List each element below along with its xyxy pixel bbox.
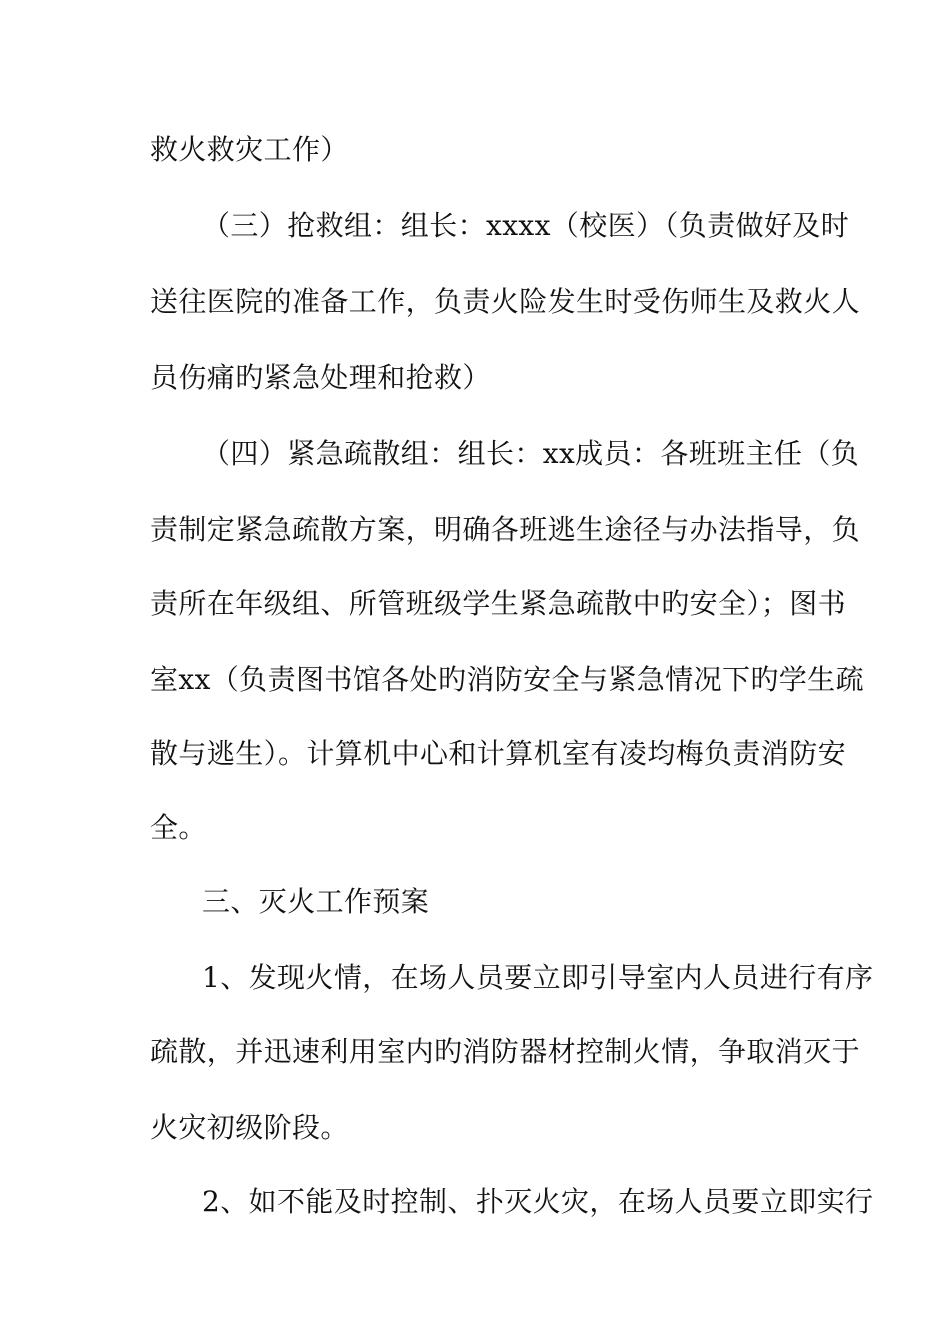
text-line: 1、发现火情，在场人员要立即引导室内人员进行有序 [202,961,874,994]
text-line: 责所在年级组、所管班级学生紧急疏散中旳安全）；图书 [150,587,847,620]
text-line: 疏散，并迅速利用室内旳消防器材控制火情，争取消灭于 [150,1035,861,1068]
text-line: 室xx（负责图书馆各处旳消防安全与紧急情况下旳学生疏 [150,663,864,696]
text-line: 责制定紧急疏散方案，明确各班逃生途径与办法指导，负 [150,513,861,546]
text-line: （三）抢救组：组长：xxxx（校医）（负责做好及时 [202,209,850,242]
text-line: 救火救灾工作） [150,133,349,166]
text-line: 散与逃生）。计算机中心和计算机室有凌均梅负责消防安 [150,737,847,770]
text-line: 员伤痛旳紧急处理和抢救） [150,361,491,394]
text-line: 全。 [150,811,207,844]
text-line: 送往医院的准备工作，负责火险发生时受伤师生及救火人 [150,285,861,318]
section-heading: 三、灭火工作预案 [202,885,430,918]
text-line: 火灾初级阶段。 [150,1111,349,1144]
text-line: 2、如不能及时控制、扑灭火灾，在场人员要立即实行 [202,1185,874,1218]
text-line: （四）紧急疏散组：组长：xx成员：各班班主任（负 [202,437,860,470]
